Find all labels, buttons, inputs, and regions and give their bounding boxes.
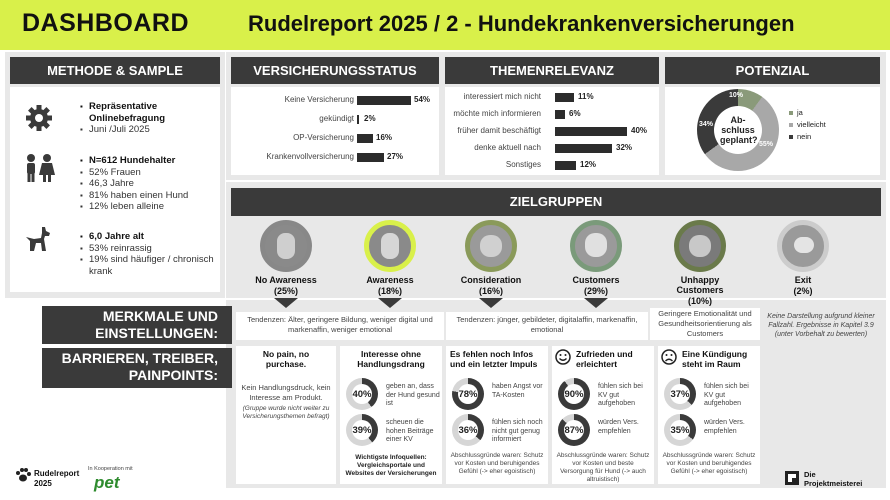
legend-vielleicht [789, 119, 826, 131]
barrier-box-5 [658, 346, 760, 484]
barrieren-label: BARRIEREN, TREIBER, PAINPOINTS: [42, 348, 232, 388]
donut-value: 78% [458, 384, 478, 404]
stat-text: geben an, dass der Hund gesund ist [386, 383, 440, 407]
status-value: 16% [376, 133, 393, 142]
group-name: Consideration [460, 275, 522, 285]
themen-row [445, 158, 650, 176]
stat-row [558, 414, 654, 450]
barrier-box-4 [552, 346, 654, 484]
status-row [231, 150, 436, 168]
donut-chart [452, 414, 484, 446]
themen-row [445, 107, 650, 125]
themen-label: früher damit beschäftigt [457, 126, 541, 135]
group-name: Customers [572, 275, 620, 285]
group-consideration [441, 220, 541, 308]
themen-bar [555, 110, 565, 119]
stat-text: fühlen sich bei KV gut aufgehoben [598, 383, 643, 407]
status-label: gekündigt [319, 114, 354, 123]
themen-row [445, 141, 650, 159]
themen-row [445, 90, 650, 108]
dog-purebred: ▪ 53% reinrassig [80, 243, 214, 255]
themen-bar [555, 93, 574, 102]
status-value: 27% [387, 152, 404, 161]
group-share: (18%) [377, 286, 402, 296]
dog-photo [674, 220, 726, 272]
sample-onedog: ▪ 81% haben einen Hund [80, 190, 214, 202]
stat-text: fühlen sich bei KV gut aufgehoben [704, 383, 749, 407]
sample-alone: ▪ 12% leben alleine [80, 201, 214, 213]
group-share: (29%) [583, 286, 608, 296]
group-name: Unhappy Customers [676, 275, 724, 295]
barrier-title: Eine Kündigung steht im Raum [682, 349, 748, 369]
merkmale-text-4: Keine Darstellung aufgrund kleiner Fallzahl. Ergebnisse in Kapitel 3.9 (unter Vorbehalt zu bewerten) [767, 313, 875, 338]
donut-value: 87% [564, 420, 584, 440]
pet-logo: pet [94, 473, 120, 492]
donut-value: 35% [670, 420, 690, 440]
themen-value: 12% [580, 160, 597, 169]
barrier-box-3 [446, 346, 548, 484]
donut-chart [558, 414, 590, 446]
stat-row [452, 378, 548, 414]
methode-block3 [80, 231, 214, 277]
legend-label: nein [797, 132, 812, 141]
status-card [231, 87, 439, 175]
barrier-text: Kein Handlungsdruck, kein Interesse am Produkt. [241, 383, 331, 402]
legend-nein [789, 131, 826, 143]
stat-row [558, 378, 654, 414]
group-share: (25%) [273, 286, 298, 296]
legend-label: vielleicht [797, 120, 826, 129]
barrier-title: Zufrieden und erleichtert [576, 349, 633, 369]
stat-text: würden Vers. empfehlen [704, 419, 745, 435]
methode-block2 [80, 155, 214, 213]
dog-icon [24, 225, 54, 255]
stat-text: würden Vers. empfehlen [598, 419, 639, 435]
donut-value: 37% [670, 384, 690, 404]
themen-heading: THEMENRELEVANZ [445, 57, 659, 84]
status-row [231, 131, 436, 149]
status-row [231, 93, 436, 111]
group-arrow [584, 298, 608, 308]
potenzial-card [665, 87, 880, 175]
themen-label: denke aktuell nach [474, 143, 541, 152]
barrier-box-2 [340, 346, 442, 484]
status-label: Krankenvollversicherung [266, 152, 354, 161]
pm-line1: Die [804, 470, 816, 479]
page-title: DASHBOARD [22, 9, 189, 37]
donut-chart [664, 378, 696, 410]
dog-photo [260, 220, 312, 272]
sample-age: ▪ 46,3 Jahre [80, 178, 214, 190]
people-icon [22, 153, 56, 183]
group-awareness [340, 220, 440, 308]
barrier-foot: Abschlussgründe waren: Schutz vor Kosten und beruhigendes Gefühl (-> eher egoistisch) [662, 452, 756, 475]
themen-card [445, 87, 659, 175]
gear-icon [24, 103, 54, 133]
merkmale-text-3: Geringere Emotionalität und Gesundheitsorientierung als Customers [650, 308, 760, 340]
dog-ill: ▪ 19% sind häufiger / chronisch krank [80, 254, 214, 277]
dog-photo [570, 220, 622, 272]
status-bar [357, 115, 359, 124]
donut-chart [346, 414, 378, 446]
smile-icon [555, 349, 571, 365]
stat-text: fühlen sich noch nicht gut genug informiert [492, 419, 543, 443]
status-value: 54% [414, 95, 431, 104]
status-heading: VERSICHERUNGSSTATUS [231, 57, 439, 84]
stat-text: haben Angst vor TA-Kosten [492, 383, 543, 399]
potenzial-value-ja: 10% [729, 92, 744, 99]
donut-value: 39% [352, 420, 372, 440]
barrier-note: (Gruppe wurde nicht weiter zu Versicherungsthemen befragt) [242, 405, 330, 420]
merkmale-label: MERKMALE UND EINSTELLUNGEN: [42, 306, 232, 344]
dog-photo [364, 220, 416, 272]
donut-chart [558, 378, 590, 410]
donut-value: 40% [352, 384, 372, 404]
methode-date: ▪ Juni /Juli 2025 [80, 124, 214, 136]
group-share: (10%) [687, 296, 712, 306]
methode-block1 [80, 101, 214, 136]
logo-line2: 2025 [34, 479, 52, 488]
status-label: Keine Versicherung [284, 95, 354, 104]
legend-ja [789, 107, 826, 119]
zielgruppen-heading: ZIELGRUPPEN [231, 188, 881, 216]
group-no-awareness [236, 220, 336, 308]
sample-size: ▪ N=612 Hundehalter [80, 155, 214, 167]
status-bar [357, 134, 373, 143]
legend-label: ja [797, 108, 803, 117]
donut-value: 90% [564, 384, 584, 404]
sample-women: ▪ 52% Frauen [80, 167, 214, 179]
rudelreport-logo-icon [14, 466, 32, 484]
donut-chart [452, 378, 484, 410]
stat-row [664, 414, 760, 450]
themen-bar [555, 127, 627, 136]
barrier-title: Es fehlen noch Infos und ein letzter Impuls [450, 349, 538, 369]
status-value: 2% [364, 114, 376, 123]
group-exit [753, 220, 853, 296]
methode-text: ▪ Repräsentative Onlinebefragung [80, 101, 214, 124]
logo-line1: Rudelreport [34, 469, 80, 478]
themen-value: 32% [616, 143, 633, 152]
stat-text: scheuen die hohen Beiträge einer KV [386, 419, 434, 443]
themen-value: 40% [631, 126, 648, 135]
stat-row [346, 378, 442, 414]
donut-value: 36% [458, 420, 478, 440]
merkmale-text-1: Tendenzen: Älter, geringere Bildung, weniger digital und markenaffin, weniger emotional [236, 312, 444, 340]
group-name: Exit [794, 275, 812, 285]
group-arrow [479, 298, 503, 308]
potenzial-value-vielleicht: 55% [759, 141, 774, 148]
group-unhappy-customers [650, 220, 750, 318]
potenzial-legend [789, 107, 826, 143]
group-customers [546, 220, 646, 308]
report-title: Rudelreport 2025 / 2 - Hundekrankenversicherungen [248, 11, 795, 36]
potenzial-value-nein: 34% [699, 121, 714, 128]
donut-chart [346, 378, 378, 410]
barrier-foot: Wichtigste Infoquellen: Vergleichsportale und Websites der Versicherungen [345, 454, 437, 477]
pm-line2: Projektmeisterei [804, 479, 863, 488]
barrier-foot: Abschlussgründe waren: Schutz vor Kosten und beruhigendes Gefühl (-> eher egoistisch) [450, 452, 544, 475]
group-name: No Awareness [255, 275, 317, 285]
stat-row [452, 414, 548, 450]
methode-heading: METHODE & SAMPLE [10, 57, 220, 84]
status-label: OP-Versicherung [293, 133, 354, 142]
barrier-title: No pain, no purchase. [262, 349, 310, 369]
potenzial-donut [697, 89, 779, 171]
potenzial-heading: POTENZIAL [665, 57, 880, 84]
dog-photo [465, 220, 517, 272]
methode-card [10, 87, 220, 292]
themen-value: 11% [578, 92, 594, 101]
themen-bar [555, 161, 576, 170]
frown-icon [661, 349, 677, 365]
themen-bar [555, 144, 612, 153]
group-share: (16%) [478, 286, 503, 296]
dog-age: ▪ 6,0 Jahre alt [80, 231, 214, 243]
projektmeisterei-logo-icon [784, 470, 800, 486]
themen-label: interessiert mich nicht [463, 92, 541, 101]
donut-chart [664, 414, 696, 446]
themen-value: 6% [569, 109, 581, 118]
themen-label: Sonstiges [505, 160, 541, 169]
group-arrow [274, 298, 298, 308]
koop-text: In Kooperation mit [88, 466, 133, 472]
barrier-title: Interesse ohne Handlungsdrang [357, 349, 425, 369]
stat-row [346, 414, 442, 450]
status-bar [357, 153, 384, 162]
group-share: (2%) [793, 286, 813, 296]
merkmale-text-2: Tendenzen: jünger, gebildeter, digitalaffin, markenaffin, emotional [446, 312, 648, 340]
stat-row [664, 378, 760, 414]
themen-row [445, 124, 650, 142]
dog-photo [777, 220, 829, 272]
themen-label: möchte mich informieren [453, 109, 541, 118]
group-arrow [378, 298, 402, 308]
group-name: Awareness [366, 275, 414, 285]
barrier-box-1 [236, 346, 336, 484]
status-bar [357, 96, 411, 105]
status-row [231, 112, 436, 130]
barrier-foot: Abschlussgründe waren: Schutz vor Kosten und beste Versorgung für Hund (-> auch altruistisch) [556, 452, 650, 483]
potenzial-center: Ab-schluss geplant? [720, 115, 758, 145]
